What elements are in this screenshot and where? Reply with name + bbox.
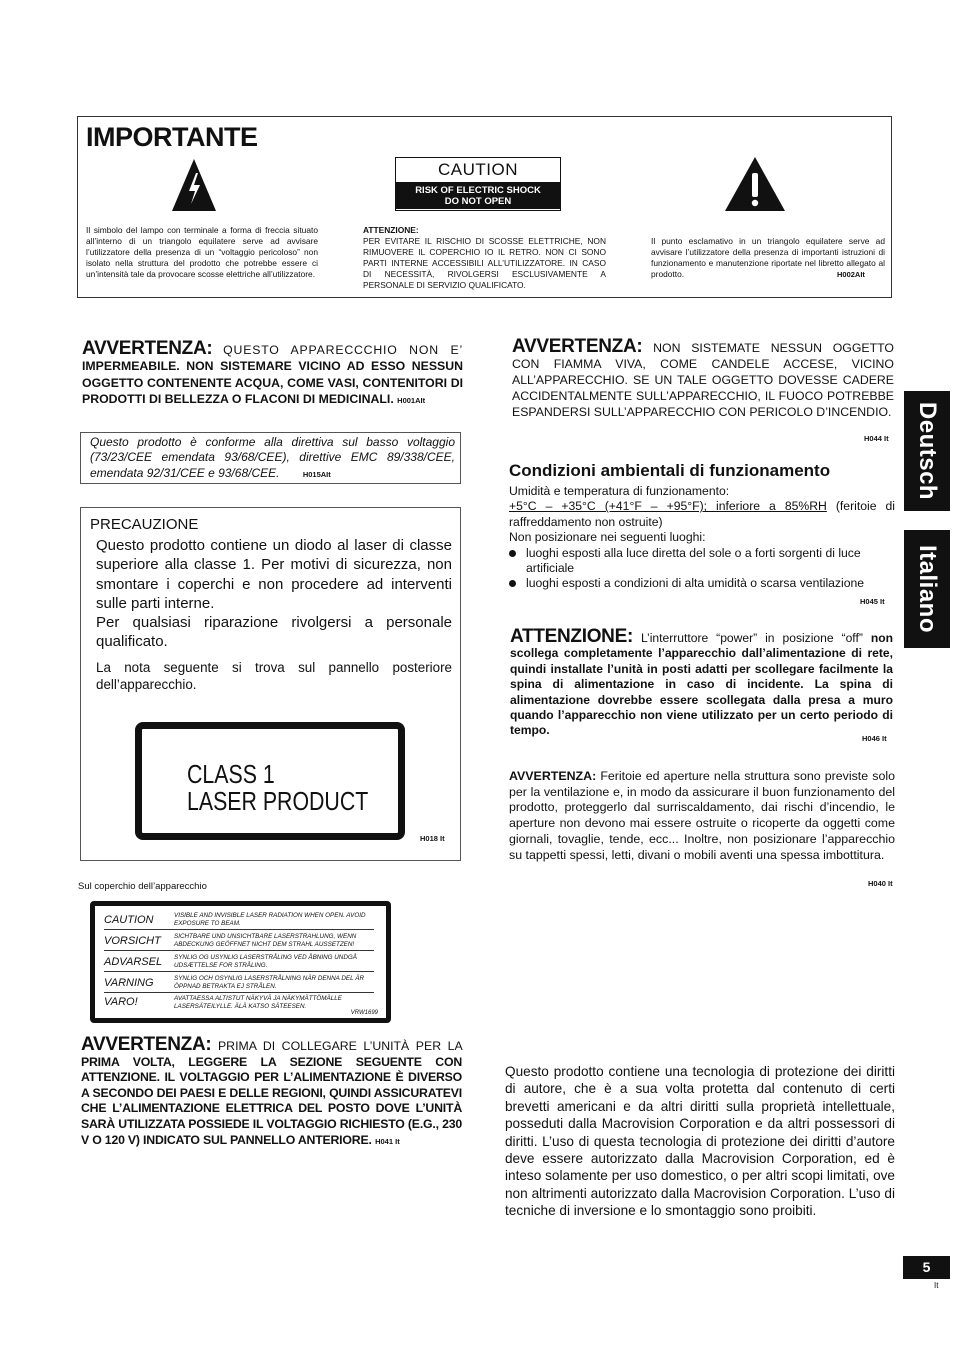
ref-code: H040 It [868,879,893,888]
attenzione-label: ATTENZIONE: [510,626,634,647]
precauzione-title: PRECAUZIONE [90,516,199,533]
page-number: 5 [903,1256,950,1279]
precauzione-note: La nota seguente si trova sul pannello posteriore dell’apparecchio. [96,660,452,692]
conditions-text: Umidità e temperatura di funzionamento: +5°C – +35°C (+41°F – +95°F); inferiore a 85%RH (feritoie di raffreddamento non ostruite) Non posizionare nei seguenti luoghi: luoghi esposti alla luce diretta del sole o a forti sorgenti di luce artificiale luoghi esposti a condizioni di alta umidità o scarsa ventilazione [509,484,895,591]
ref-code: H001AIt [397,396,426,406]
exclamation-triangle-icon [723,155,787,213]
warning-row: VORSICHT SICHTBARE UND UNSICHTBARE LASERSTRAHLUNG, WENN ABDECKUNG GEÖFFNET NICHT DEM STRAHL AUSSETZEN! [104,930,374,951]
avvertenza-label: AVVERTENZA: [509,769,597,783]
tab-deutsch[interactable]: Deutsch [904,391,950,511]
class1-laser-label [135,722,405,840]
bullet-icon [509,550,516,557]
avvertenza-water: AVVERTENZA: QUESTO APPARECCCHIO NON E’ IMPERMEABILE. NON SISTEMARE VICINO AD ESSO NESSUN OGGETTO CONTENENTE ACQUA, COME VASI, CONTENITORI DI PRODOTTI DI BELLEZZA O FLACONI DI MEDICINALI. H001AIt [82,338,463,407]
avvertenza-label: AVVERTENZA: [512,336,643,357]
avvertenza-label: AVVERTENZA: [81,1034,212,1055]
warning-row: VARO! AVATTAESSA ALTISTUT NÄKYVÄ JA NÄKYMÄTTÖMÄLLE LASERSÄTEILYLLE. ÄLÄ KATSO SÄTEESEN. [104,995,342,1010]
lightning-symbol-text: Il simbolo del lampo con terminale a forma di freccia situato all’interno di un triangolo equilatere serve ad avvisare l’utilizzatore della presenza di un “voltaggio pericoloso” non isolato nella struttura del prodotto che potrebbe essere ci un’intensità tale da provocare scosse elettriche all’utilizzatore. [86,225,318,280]
ref-code: H044 It [864,434,889,443]
warning-row: VARNING SYNLIG OCH OSYNLIG LASERSTRÅLNING NÄR DENNA DEL ÄR ÖPPNAD BETRAKTA EJ STRÅLEN. [104,972,374,993]
exclamation-symbol-text: Il punto esclamativo in un triangolo equilatere serve ad avvisare l’utilizzatore della presenza di importanti istruzioni di funzionamento e manutenzione riportate nel libretto allegato al prodotto. [651,236,885,280]
ref-code: H041 It [375,1136,400,1146]
avvertenza-label: AVVERTENZA: [82,338,213,359]
ref-code: H015AIt [302,469,331,479]
attention-text: PER EVITARE IL RISCHIO DI SCOSSE ELETTRICHE, NON RIMUOVERE IL COPERCHIO IO IL RETRO. NON CI SONO PARTI INTERNE ACCESSIBILI ALL’UTILIZZATORE. IN CASO DI NECESSITÀ, RIVOLGERSI ESCLUSIVAMENTE A PERSONALE DI SERVIZIO QUALIFICATO. [363,236,606,291]
bullet-icon [509,580,516,587]
laser-product-line: LASER PRODUCT [187,786,369,816]
lightning-triangle-icon [170,157,218,213]
ref-code: H045 It [860,597,885,606]
precauzione-text: Questo prodotto contiene un diodo al laser di classe superiore alla classe 1. Per motivi di sicurezza, non smontare i coperchi e non procedere ad interventi sulle parti interne. Per qualsiasi riparazione rivolgersi a personale qualificato. [96,537,452,651]
laser-class-line: CLASS 1 [187,759,275,789]
cover-caption: Sul coperchio dell’apparecchio [78,881,207,892]
avvertenza-ventilation: AVVERTENZA: Feritoie ed aperture nella struttura sono previste solo per la ventilazione e, in modo da assicurare il buon funzionamento del prodotto, proteggerlo dal surriscaldamento, dai rischi d’incendio, le aperture non devono mai essere ostruite o ricoperte da oggetti come giornali, tovaglie, tende, ecc... Inoltre, non posizionare l’apparecchio su tappetti spessi, letti, divani o mobili aventi una spessa imbottitura. [509,769,895,862]
caution-subtitle: RISK OF ELECTRIC SHOCK DO NOT OPEN [396,182,560,209]
page-language: It [934,1281,939,1290]
attention-block [363,225,606,292]
tab-italiano[interactable]: Italiano [904,530,950,648]
caution-panel [395,157,561,211]
macrovision-text: Questo prodotto contiene una tecnologia di protezione dei diritti di autore, che è a sua volta protetta dal contenuto di certi brevetti americani e da altri diritti sulla proprietà intellettuale, posseduti dalla Macrovision Corporation e da altri possessori di diritti. L’uso di questa tecnologia di protezione dei diritti d’autore deve essere autorizzato dalla Macrovision Corporation, ed è inteso solamente per uso domestico, o per altri scopi limitati, ove non altrimenti autorizzato dalla Macrovision Corporation. L’uso di tecniche di inversione e lo smontaggio sono proibiti. [505,1064,895,1219]
avvertenza-fire: AVVERTENZA: NON SISTEMATE NESSUN OGGETTO CON FIAMMA VIVA, COME CANDELE ACCESE, VICINO ALL’APPARECCHIO. SE UN TALE OGGETTO DOVESSE CADERE ACCIDENTALMENTE SULL’APPARECCHIO, IL FUOCO POTREBBE ESPANDERSI SULL’APPARECCHIO CON PERICOLO D’INCENDIO. [512,336,894,420]
conditions-title: Condizioni ambientali di funzionamento [509,461,831,480]
attention-title: ATTENZIONE: [363,225,419,235]
page-title: IMPORTANTE [86,122,258,152]
ref-code: VRW1699 [350,1010,378,1016]
warning-row: ADVARSEL SYNLIG OG USYNLIG LASERSTRÅLING VED ÅBNING UNDGÅ UDSÆTTELSE FOR STRÅLING. [104,951,374,972]
laser-warning-label [90,901,391,1023]
avvertenza-voltage: AVVERTENZA: PRIMA DI COLLEGARE L’UNITÀ PER LA PRIMA VOLTA, LEGGERE LA SEZIONE SEGUENTE CON ATTENZIONE. IL VOLTAGGIO PER L’ALIMENTAZIONE È DIVERSO A SECONDO DEI PAESI E DELLE REGIONI, QUINDI ASSICURATEVI CHE L’ALIMENTAZIONE ELETTRICA DEL POSTO DOVE L’UNITÀ SARÀ UTILIZZATA POSSIEDE IL VOLTAGGIO RICHIESTO (E.G., 230 V O 120 V) INDICATO SUL PANNELLO ANTERIORE. H041 It [81,1034,463,1147]
conformity-text: Questo prodotto è conforme alla direttiva sul basso voltaggio (73/23/CEE emendata 93/68/CEE), direttive EMC 89/338/CEE, emendata 92/31/CEE e 93/68/CEE. H015AIt [90,435,455,480]
warning-row: CAUTION VISIBLE AND INVISIBLE LASER RADIATION WHEN OPEN. AVOID EXPOSURE TO BEAM. [104,909,374,930]
ref-code: H018 It [420,834,445,843]
caution-title: CAUTION [438,160,518,179]
ref-code: H002AIt [837,270,865,279]
attenzione-power: ATTENZIONE: L’interruttore “power” in posizione “off” non scollega completamente l’apparecchio dall’alimentazione di rete, quindi installate l’unità in posti adatti per scollegare facilmente la spina di alimentazione in caso di incidente. La spina di alimentazione dovrebbe essere scollegata dalla presa a muro quando l’apparecchio non viene utilizzato per un certo periodo di tempo. [510,626,893,738]
ref-code: H046 It [862,734,887,743]
